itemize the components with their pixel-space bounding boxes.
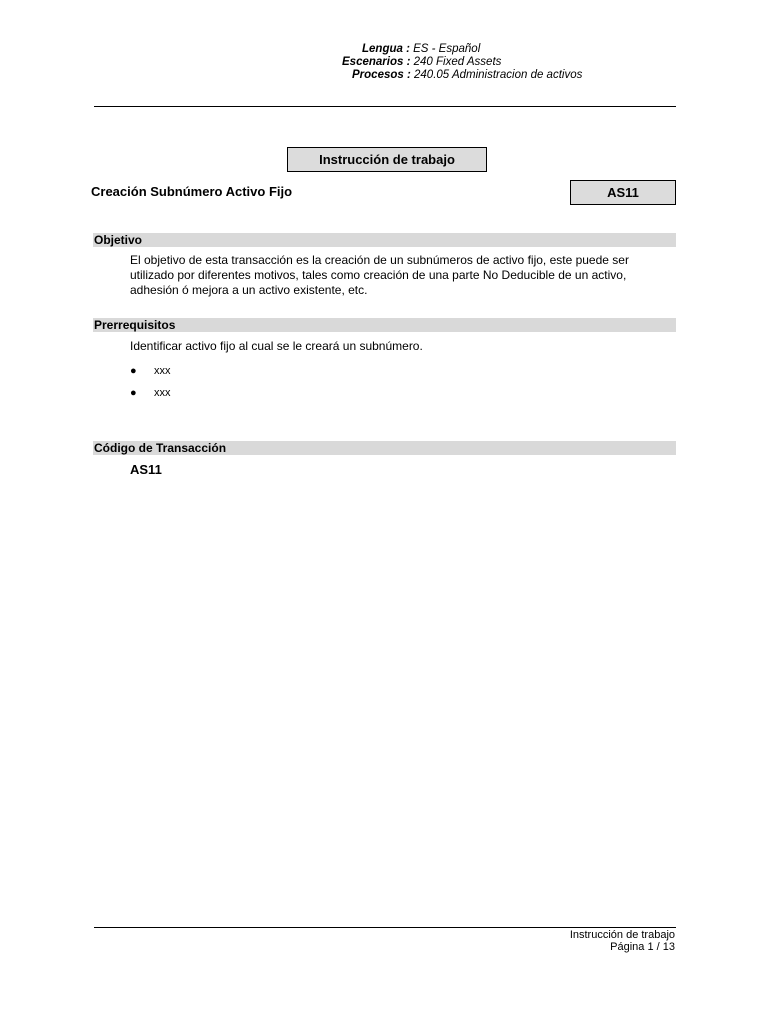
section-heading-codigo: Código de Transacción [93,441,676,455]
lengua-value: ES - Español [413,43,481,55]
section-heading-prerrequisitos: Prerrequisitos [93,318,676,332]
escenarios-value: 240 Fixed Assets [413,56,502,68]
procesos-value: 240.05 Administracion de activos [414,69,583,81]
bullet-icon: ● [130,365,137,377]
objetivo-text: El objetivo de esta transacción es la creación de un subnúmeros de activo fijo, este puede ser utilizado por diferentes motivos, tales como creación de una parte No Deducible de un activo, adhesión ó mejora a un activo existente, etc. [130,253,629,297]
transaction-code-value: AS11 [130,462,162,477]
list-item [130,365,171,377]
escenarios-row [342,56,501,69]
section-heading-objetivo: Objetivo [93,233,676,247]
page-number: Página 1 / 13 [610,941,675,953]
lengua-row [362,43,480,56]
escenarios-label: Escenarios : [342,56,411,68]
list-item [130,387,171,399]
transaction-code-box: AS11 [570,180,676,205]
procesos-row [352,69,582,82]
bullet-icon: ● [130,387,137,399]
lengua-label: Lengua : [362,43,410,55]
document-title: Creación Subnúmero Activo Fijo [91,184,293,199]
procesos-label: Procesos : [352,69,411,81]
footer-title: Instrucción de trabajo [569,929,675,941]
work-instruction-title-box: Instrucción de trabajo [287,147,487,172]
prerrequisitos-text: Identificar activo fijo al cual se le creará un subnúmero. [130,339,423,353]
list-item-text: xxx [154,387,171,399]
header-divider [94,106,676,107]
list-item-text: xxx [154,365,171,377]
footer-divider [94,927,676,928]
